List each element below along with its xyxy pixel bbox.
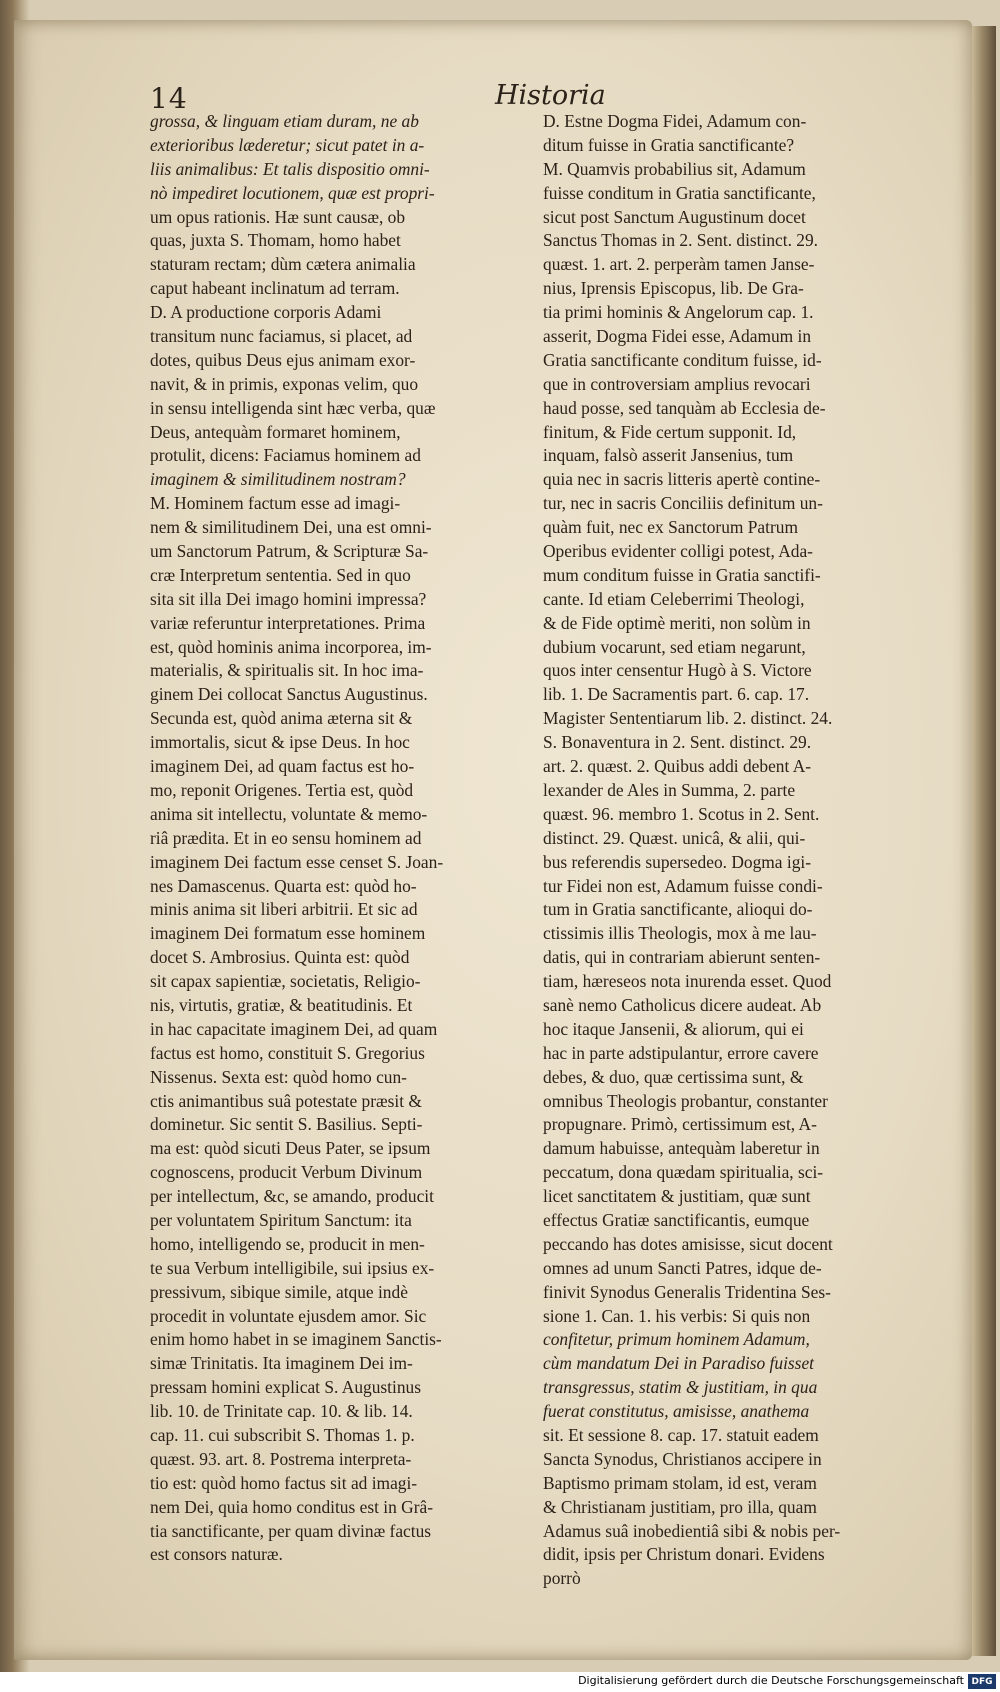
text-line: peccando has dotes amisisse, sicut docent — [543, 1233, 833, 1254]
text-line: lib. 1. De Sacramentis part. 6. cap. 17. — [543, 684, 810, 705]
text-line: lib. 10. de Trinitate cap. 10. & lib. 14. — [150, 1401, 413, 1422]
text-line: peccatum, dona quædam spiritualia, sci- — [543, 1162, 824, 1183]
text-line: factus est homo, constituit S. Gregorius — [150, 1042, 425, 1063]
footer-credit: Digitalisierung gefördert durch die Deutsche Forschungsgemeinschaft — [578, 1674, 964, 1687]
text-line: transgressus, statim & justitiam, in qua — [543, 1377, 818, 1398]
text-line: quæst. 1. art. 2. perperàm tamen Janse- — [543, 254, 815, 275]
text-line: caput habeant inclinatum ad terram. — [150, 278, 400, 299]
text-line: um Sanctorum Patrum, & Scripturæ Sa- — [150, 541, 429, 562]
text-line: tia sanctificante, per quam divinæ factus — [150, 1520, 432, 1541]
text-line: & de Fide optimè meriti, non solùm in — [543, 612, 811, 633]
text-line: dotes, quibus Deus ejus animam exor- — [150, 349, 416, 370]
text-line: finivit Synodus Generalis Tridentina Ses- — [543, 1281, 831, 1302]
text-line: cùm mandatum Dei in Paradiso fuisset — [543, 1353, 814, 1374]
text-line: fuisse conditum in Gratia sanctificante, — [543, 182, 816, 203]
text-line: minis anima sit liberi arbitrii. Et sic ad — [150, 899, 418, 920]
text-line: per voluntatem Spiritum Sanctum: ita — [150, 1209, 412, 1230]
page-number: 14 — [150, 82, 188, 115]
text-column-right — [543, 110, 901, 1591]
footer-bar — [0, 1672, 1000, 1692]
dfg-logo: DFG — [968, 1674, 996, 1689]
text-line: pressam homini explicat S. Augustinus — [150, 1377, 421, 1398]
text-line: quia nec in sacris litteris apertè contine- — [543, 469, 821, 490]
page-edge — [972, 26, 996, 1656]
text-line: M. Quamvis probabilius sit, Adamum — [543, 158, 806, 179]
text-line: effectus Gratiæ sanctificantis, eumque — [543, 1209, 810, 1230]
text-line: materialis, & spiritualis sit. In hoc ima- — [150, 660, 424, 681]
text-line: tur, nec in sacris Conciliis definitum un- — [543, 493, 823, 514]
text-line: homo, intelligendo se, producit in men- — [150, 1233, 425, 1254]
text-line: grossa, & linguam etiam duram, ne ab — [150, 111, 419, 131]
text-line: docet S. Ambrosius. Quinta est: quòd — [150, 947, 410, 968]
text-line: staturam rectam; dùm cætera animalia — [150, 254, 416, 275]
text-line: haud posse, sed tanquàm ab Ecclesia de- — [543, 397, 826, 418]
text-line: nem Dei, quia homo conditus est in Grâ- — [150, 1496, 434, 1517]
text-line: Nissenus. Sexta est: quòd homo cun- — [150, 1066, 407, 1087]
text-line: art. 2. quæst. 2. Quibus addi debent A- — [543, 756, 812, 777]
text-line: D. Estne Dogma Fidei, Adamum con- — [543, 111, 807, 131]
text-line: ctissimis illis Theologis, mox à me lau- — [543, 923, 817, 944]
text-line: mum conditum fuisse in Gratia sanctifi- — [543, 564, 821, 585]
text-line: exterioribus læderetur; sicut patet in a- — [150, 134, 425, 155]
text-line: Secunda est, quòd anima æterna sit & — [150, 708, 413, 729]
text-line: & Christianam justitiam, pro illa, quam — [543, 1496, 817, 1517]
text-line: quas, juxta S. Thomam, homo habet — [150, 230, 401, 251]
text-line: imaginem Dei factum esse censet S. Joan- — [150, 851, 444, 872]
text-line: quàm fuit, nec ex Sanctorum Patrum — [543, 517, 799, 538]
text-line: ditum fuisse in Gratia sanctificante? — [543, 134, 795, 155]
text-line: licet sanctitatem & justitiam, quæ sunt — [543, 1186, 811, 1207]
text-line: riâ prædita. Et in eo sensu hominem ad — [150, 827, 422, 848]
text-line: dominetur. Sic sentit S. Basilius. Septi- — [150, 1114, 423, 1135]
text-line: hac in parte adstipulantur, errore cavere — [543, 1042, 819, 1063]
text-line: imaginem & similitudinem nostram? — [150, 469, 406, 490]
text-line: variæ referuntur interpretationes. Prima — [150, 612, 426, 633]
text-line: te sua Verbum intelligibile, sui ipsius ex- — [150, 1257, 435, 1278]
text-column-left — [150, 110, 505, 1567]
text-line: quæst. 93. art. 8. Postrema interpreta- — [150, 1448, 412, 1469]
text-line: que in controversiam amplius revocari — [543, 373, 811, 394]
text-line: nes Damascenus. Quarta est: quòd ho- — [150, 875, 417, 896]
text-line: quæst. 96. membro 1. Scotus in 2. Sent. — [543, 803, 820, 824]
text-line: nò impediret locutionem, quæ est propri- — [150, 182, 435, 203]
text-line: datis, qui in contrariam abierunt senten- — [543, 947, 821, 968]
text-line: sicut post Sanctum Augustinum docet — [543, 206, 806, 227]
text-line: in hac capacitate imaginem Dei, ad quam — [150, 1018, 438, 1039]
text-line: navit, & in primis, exponas velim, quo — [150, 373, 419, 394]
text-line: ginem Dei collocat Sanctus Augustinus. — [150, 684, 428, 705]
text-line: cante. Id etiam Celeberrimi Theologi, — [543, 588, 805, 609]
text-line: cap. 11. cui subscribit S. Thomas 1. p. — [150, 1424, 415, 1445]
text-line: sita sit illa Dei imago homini impressa? — [150, 588, 427, 609]
text-line: debes, & duo, quæ certissima sunt, & — [543, 1066, 804, 1087]
text-line: Sanctus Thomas in 2. Sent. distinct. 29. — [543, 230, 819, 251]
text-line: immortalis, sicut & ipse Deus. In hoc — [150, 732, 410, 753]
text-line: sit capax sapientiæ, societatis, Religio- — [150, 971, 421, 992]
text-line: finitum, & Fide certum supponit. Id, — [543, 421, 797, 442]
text-line: tia primi hominis & Angelorum cap. 1. — [543, 302, 814, 323]
text-line: tio est: quòd homo factus sit ad imagi- — [150, 1472, 418, 1493]
text-line: protulit, dicens: Faciamus hominem ad — [150, 445, 421, 466]
text-line: nem & similitudinem Dei, una est omni- — [150, 517, 432, 538]
text-line: omnibus Theologis probantur, constanter — [543, 1090, 828, 1111]
text-line: asserit, Dogma Fidei esse, Adamum in — [543, 326, 812, 347]
text-line: quos inter censentur Hugò à S. Victore — [543, 660, 812, 681]
text-line: D. A productione corporis Adami — [150, 302, 382, 323]
text-line: lexander de Ales in Summa, 2. parte — [543, 779, 796, 800]
text-line: propugnare. Primò, certissimum est, A- — [543, 1114, 817, 1135]
running-title: Historia — [495, 80, 606, 111]
text-line: didit, ipsis per Christum donari. Evidens — [543, 1544, 825, 1565]
text-line: dubium vocarunt, sed etiam negarunt, — [543, 636, 806, 657]
text-line: Adamus suâ inobedientiâ sibi & nobis per- — [543, 1520, 841, 1541]
text-line: porrò — [543, 1568, 581, 1589]
text-line: sanè nemo Catholicus dicere audeat. Ab — [543, 994, 822, 1015]
text-line: nis, virtutis, gratiæ, & beatitudinis. Et — [150, 994, 413, 1015]
text-line: omnes ad unum Sancti Patres, idque de- — [543, 1257, 822, 1278]
text-line: pressivum, sibique simile, atque indè — [150, 1281, 408, 1302]
text-line: um opus rationis. Hæ sunt causæ, ob — [150, 206, 406, 227]
text-line: fuerat constitutus, amisisse, anathema — [543, 1401, 810, 1422]
text-line: bus referendis supersedeo. Dogma igi- — [543, 851, 812, 872]
text-line: simæ Trinitatis. Ita imaginem Dei im- — [150, 1353, 413, 1374]
text-line: anima sit intellectu, voluntate & memo- — [150, 803, 428, 824]
text-line: Operibus evidenter colligi potest, Ada- — [543, 541, 813, 562]
text-line: Magister Sententiarum lib. 2. distinct. 24. — [543, 708, 833, 729]
text-line: tiam, hæreseos nota inurenda esset. Quod — [543, 971, 832, 992]
text-line: in sensu intelligenda sint hæc verba, quæ — [150, 397, 436, 418]
text-line: imaginem Dei, ad quam factus est ho- — [150, 756, 415, 777]
text-line: sit. Et sessione 8. cap. 17. statuit eadem — [543, 1424, 819, 1445]
text-line: est consors naturæ. — [150, 1544, 283, 1565]
text-line: sione 1. Can. 1. his verbis: Si quis non — [543, 1305, 811, 1326]
text-line: enim homo habet in se imaginem Sanctis- — [150, 1329, 442, 1350]
text-line: damum habuisse, antequàm laberetur in — [543, 1138, 820, 1159]
text-line: procedit in voluntate ejusdem amor. Sic — [150, 1305, 427, 1326]
text-line: imaginem Dei formatum esse hominem — [150, 923, 426, 944]
text-line: Deus, antequàm formaret hominem, — [150, 421, 401, 442]
text-line: inquam, falsò asserit Jansenius, tum — [543, 445, 794, 466]
text-line: transitum nunc faciamus, si placet, ad — [150, 326, 413, 347]
text-line: hoc itaque Jansenii, & aliorum, qui ei — [543, 1018, 804, 1039]
text-line: ma est: quòd sicuti Deus Pater, se ipsum — [150, 1138, 431, 1159]
text-line: cognoscens, producit Verbum Divinum — [150, 1162, 423, 1183]
text-line: Baptismo primam stolam, id est, veram — [543, 1472, 817, 1493]
text-line: S. Bonaventura in 2. Sent. distinct. 29. — [543, 732, 812, 753]
text-line: confitetur, primum hominem Adamum, — [543, 1329, 810, 1350]
text-line: Sancta Synodus, Christianos accipere in — [543, 1448, 822, 1469]
text-line: per intellectum, &c, se amando, producit — [150, 1186, 434, 1207]
text-line: ctis animantibus suâ potestate præsit & — [150, 1090, 422, 1111]
text-line: Gratia sanctificante conditum fuisse, id- — [543, 349, 822, 370]
text-line: liis animalibus: Et talis dispositio omni- — [150, 158, 430, 179]
text-line: est, quòd hominis anima incorporea, im- — [150, 636, 432, 657]
text-line: mo, reponit Origenes. Tertia est, quòd — [150, 779, 414, 800]
text-line: M. Hominem factum esse ad imagi- — [150, 493, 401, 514]
text-line: tur Fidei non est, Adamum fuisse condi- — [543, 875, 823, 896]
text-line: distinct. 29. Quæst. unicâ, & alii, qui- — [543, 827, 806, 848]
text-line: cræ Interpretum sententia. Sed in quo — [150, 564, 411, 585]
text-line: nius, Iprensis Episcopus, lib. De Gra- — [543, 278, 804, 299]
text-line: tum in Gratia sanctificante, alioqui do- — [543, 899, 813, 920]
